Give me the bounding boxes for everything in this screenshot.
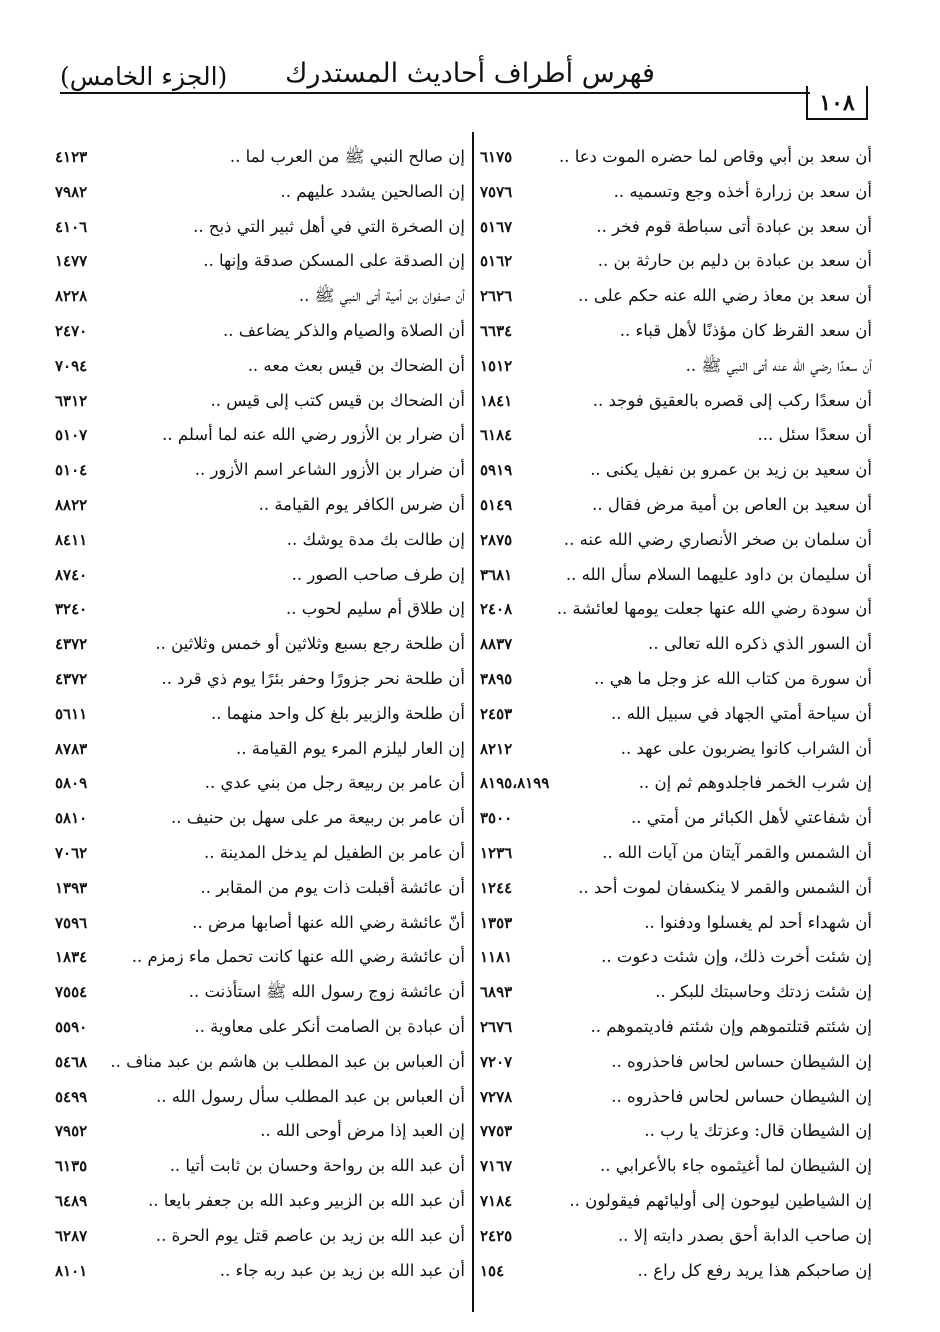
entry-text: أن ضرس الكافر يوم القيامة .. <box>258 494 465 514</box>
entry-text: أن طلحة والزبير بلغ كل واحد منهما .. <box>211 703 465 723</box>
entry-reference-number: ٧١٦٧ <box>480 1157 513 1176</box>
index-entry <box>55 801 465 836</box>
entry-text: إن الشيطان لما أغيثموه جاء بالأعرابي .. <box>599 1156 872 1176</box>
entry-text: إن الشيطان حساس لحاس فاحذروه .. <box>611 1086 872 1106</box>
index-entry <box>480 1254 872 1289</box>
index-entry <box>480 592 872 627</box>
entry-reference-number: ٢٦٧٦ <box>480 1017 513 1036</box>
index-entry <box>480 523 872 558</box>
index-entry <box>55 766 465 801</box>
index-entry <box>480 1045 872 1080</box>
entry-reference-number: ٥٤٩٩ <box>55 1087 88 1106</box>
entry-reference-number: ١٤٧٧ <box>55 252 88 271</box>
index-entry <box>55 732 465 767</box>
index-entry <box>480 314 872 349</box>
entry-reference-number: ١٨٤١ <box>480 391 513 410</box>
entry-reference-number: ٧٥٧٦ <box>480 182 513 201</box>
entry-reference-number: ٦١٧٥ <box>480 148 513 166</box>
index-entry <box>480 558 872 593</box>
entry-reference-number: ٥٤٦٨ <box>55 1052 88 1071</box>
entry-reference-number: ٦٦٣٤ <box>480 321 513 340</box>
entry-text: أن عامر بن ربيعة رجل من بني عدي .. <box>204 773 465 793</box>
entry-reference-number: ١٢٣٦ <box>480 843 513 862</box>
entry-text: أن عبد الله بن زيد بن عاصم قتل يوم الحرة .. <box>155 1225 465 1245</box>
index-entry <box>55 244 465 279</box>
index-entry <box>55 1184 465 1219</box>
index-entry <box>480 836 872 871</box>
entry-reference-number: ١٣٥٣ <box>480 913 513 932</box>
entry-text: أن ضرار بن الأزور الشاعر اسم الأزور .. <box>194 460 465 480</box>
entry-text: إن صاحبكم هذا يريد رفع كل راع .. <box>637 1260 872 1280</box>
entry-text: أن ضرار بن الأزور رضي الله عنه لما أسلم .. <box>162 425 465 445</box>
index-entry <box>55 384 465 419</box>
entry-reference-number: ٦١٣٥ <box>55 1157 88 1176</box>
entry-text: إن العار ليلزم المرء يوم القيامة .. <box>235 738 465 758</box>
index-entry <box>55 627 465 662</box>
index-entry <box>55 349 465 384</box>
entry-text: أن عامر بن الطفيل لم يدخل المدينة .. <box>203 842 465 862</box>
index-entry <box>55 175 465 210</box>
entry-reference-number: ٧٠٩٤ <box>55 356 88 375</box>
entry-reference-number: ٨٨٣٧ <box>480 635 513 654</box>
entry-reference-number: ٨٤١١ <box>55 530 88 549</box>
volume-label: (الجزء الخامس) <box>60 62 228 91</box>
entry-reference-number: ٣٦٨١ <box>480 565 513 584</box>
index-entry <box>55 140 465 175</box>
page-title: فهرس أطراف أحاديث المستدرك <box>285 58 655 89</box>
index-entry <box>480 418 872 453</box>
entry-reference-number: ٤١٠٦ <box>55 217 88 236</box>
entry-text: إن صالح النبي ﷺ من العرب لما .. <box>229 147 465 166</box>
entry-reference-number: ١٥٤ <box>480 1261 505 1280</box>
entry-reference-number: ٦١٨٤ <box>480 426 513 445</box>
entry-text: أن سعد بن زرارة أخذه وجع وتسميه .. <box>613 181 872 201</box>
index-entry <box>55 697 465 732</box>
index-entry <box>480 662 872 697</box>
entry-reference-number: ٢٤٢٥ <box>480 1226 513 1245</box>
entry-reference-number: ١٥١٢ <box>480 356 513 375</box>
entry-text: أن سليمان بن داود عليهما السلام سأل الله .. <box>565 564 872 584</box>
index-entry <box>55 1149 465 1184</box>
entry-text: إن العبد إذا مرض أوحى الله .. <box>260 1121 465 1141</box>
entry-text: إن الشيطان قال: وعزتك يا رب .. <box>644 1121 872 1141</box>
index-entry <box>480 1114 872 1149</box>
entry-text: أن عبد الله بن زيد بن عبد ربه جاء .. <box>219 1260 465 1280</box>
entry-text: إن صاحب الدابة أحق بصدر دابته إلا .. <box>617 1225 872 1245</box>
entry-text: إن طلاق أم سليم لحوب .. <box>286 599 465 619</box>
left-column <box>55 140 465 1288</box>
index-entry <box>480 801 872 836</box>
entry-text: أن طلحة نحر جزورًا وحفر بئرًا يوم ذي قرد .. <box>161 668 465 688</box>
entry-reference-number: ٥١٦٢ <box>480 252 513 271</box>
index-entry <box>55 279 465 314</box>
entry-reference-number: ١٨٣٤ <box>55 948 88 967</box>
entry-text: إن طرف صاحب الصور .. <box>291 564 465 584</box>
entry-text: إن شئت أخرت ذلك، وإن شئت دعوت .. <box>601 947 872 967</box>
entry-text: أن سعيد بن العاص بن أمية مرض فقال .. <box>592 494 872 514</box>
entry-reference-number: ٧٠٦٢ <box>55 843 88 862</box>
index-entry <box>480 975 872 1010</box>
index-entry <box>55 523 465 558</box>
index-entry <box>55 453 465 488</box>
index-entry <box>55 592 465 627</box>
entry-text: أن سعد بن معاذ رضي الله عنه حكم على .. <box>578 286 872 306</box>
entry-text: إن طالت بك مدة يوشك .. <box>286 529 465 549</box>
index-entry <box>55 558 465 593</box>
entry-text: إن الشيطان حساس لحاس فاحذروه .. <box>611 1051 872 1071</box>
entry-text: إن شئتم قتلتموهم وإن شئتم فاديتموهم .. <box>590 1016 872 1036</box>
entry-text: أن عائشة زوج رسول الله ﷺ استأذنت .. <box>188 982 465 1002</box>
index-entry <box>480 732 872 767</box>
entry-text: أن سياحة أمتي الجهاد في سبيل الله .. <box>610 703 872 723</box>
entry-reference-number: ١٢٤٤ <box>480 878 513 897</box>
entry-reference-number: ٦٣١٢ <box>55 391 88 410</box>
entry-text: أن سعيد بن زيد بن عمرو بن نفيل يكنى .. <box>590 460 872 480</box>
entry-text: أن سعد بن عبادة بن دليم بن حارثة بن .. <box>597 251 872 271</box>
index-entry <box>55 418 465 453</box>
entry-reference-number: ٨١٠١ <box>55 1261 88 1280</box>
entry-text: أن الضحاك بن قيس كتب إلى قيس .. <box>210 390 465 410</box>
entry-text: أن السور الذي ذكره الله تعالى .. <box>648 634 872 654</box>
entry-reference-number: ٢٨٧٥ <box>480 530 513 549</box>
index-entry <box>480 384 872 419</box>
index-entry <box>480 1219 872 1254</box>
index-entry <box>55 940 465 975</box>
entry-reference-number: ٤١٢٣ <box>55 148 88 166</box>
entry-text: أن سعدًا رضي الله عنه أتى النبي ﷺ .. <box>685 355 872 375</box>
entry-text: أن الشمس والقمر آيتان من آيات الله .. <box>602 842 872 862</box>
entry-reference-number: ٤٣٧٢ <box>55 669 88 688</box>
index-entry <box>55 1254 465 1289</box>
index-entry <box>55 906 465 941</box>
entry-text: إن الشياطين ليوحون إلى أوليائهم فيقولون .. <box>569 1190 872 1210</box>
entry-text: أن عائشة رضي الله عنها كانت تحمل ماء زمزم .. <box>131 947 465 967</box>
column-divider <box>472 132 474 1312</box>
entry-reference-number: ٧٧٥٣ <box>480 1122 513 1141</box>
index-entry <box>480 627 872 662</box>
entry-text: أن شهداء أحد لم يغسلوا ودفنوا .. <box>644 912 872 932</box>
entry-text: أن سعد بن عبادة أتى سباطة قوم فخر .. <box>596 216 872 236</box>
index-entry <box>55 871 465 906</box>
entry-text: أن شفاعتي لأهل الكبائر من أمتي .. <box>630 808 872 828</box>
entry-reference-number: ٥٥٩٠ <box>55 1017 88 1036</box>
index-entry <box>55 836 465 871</box>
index-entry <box>55 1045 465 1080</box>
entry-text: إن شئت زدتك وحاسبتك للبكر .. <box>655 982 872 1002</box>
index-entry <box>55 975 465 1010</box>
entry-reference-number: ٢٤٧٠ <box>55 321 88 340</box>
entry-reference-number: ٥٩١٩ <box>480 461 513 480</box>
entry-reference-number: ٥٨٠٩ <box>55 774 88 793</box>
entry-reference-number: ٥٨١٠ <box>55 809 88 828</box>
index-entry <box>55 210 465 245</box>
entry-reference-number: ٣٥٠٠ <box>480 809 513 828</box>
entry-text: أن الشمس والقمر لا ينكسفان لموت أحد .. <box>578 877 872 897</box>
entry-reference-number: ٢٦٢٦ <box>480 287 513 306</box>
index-entry <box>480 1184 872 1219</box>
index-entry <box>55 1114 465 1149</box>
entry-reference-number: ١١٨١ <box>480 948 513 967</box>
index-entry <box>480 453 872 488</box>
entry-text: أن عائشة أقبلت ذات يوم من المقابر .. <box>200 877 465 897</box>
index-entry <box>480 940 872 975</box>
entry-reference-number: ٧٥٩٦ <box>55 913 88 932</box>
index-entry <box>55 1010 465 1045</box>
entry-text: أن الضحاك بن قيس بعث معه .. <box>247 355 465 375</box>
entry-text: أن العباس بن عبد المطلب سأل رسول الله .. <box>156 1086 465 1106</box>
entry-reference-number: ٢٤٠٨ <box>480 600 513 619</box>
entry-reference-number: ٧٢٧٨ <box>480 1087 513 1106</box>
entry-reference-number: ٥١٠٤ <box>55 461 88 480</box>
entry-reference-number: ٥٦١١ <box>55 704 88 723</box>
entry-text: أن سودة رضي الله عنها جعلت يومها لعائشة .. <box>556 599 872 619</box>
index-entry <box>55 1080 465 1115</box>
entry-reference-number: ٦٢٨٧ <box>55 1226 88 1245</box>
index-entry <box>480 766 872 801</box>
entry-reference-number: ٨٨٢٢ <box>55 495 88 514</box>
entry-reference-number: ٣٨٩٥ <box>480 669 513 688</box>
entry-text: أن صفوان بن أمية أتى النبي ﷺ .. <box>298 286 465 306</box>
entry-text: أن سورة من كتاب الله عز وجل ما هي .. <box>593 668 872 688</box>
index-entry <box>480 140 872 175</box>
entry-reference-number: ٦٤٨٩ <box>55 1191 88 1210</box>
index-entry <box>480 906 872 941</box>
entry-text: أن عامر بن ربيعة مر على سهل بن حنيف .. <box>170 808 465 828</box>
index-entry <box>480 871 872 906</box>
entry-text: أنّ عائشة رضي الله عنها أصابها مرض .. <box>192 912 465 932</box>
entry-text: أن سعدًا ركب إلى قصره بالعقيق فوجد .. <box>592 390 872 410</box>
index-entry <box>55 314 465 349</box>
entry-text: أن سعد القرظ كان مؤذنًا لأهل قباء .. <box>619 320 872 340</box>
entry-reference-number: ٧٥٥٤ <box>55 983 88 1002</box>
index-entry <box>480 488 872 523</box>
entry-text: أن العباس بن عبد المطلب بن هاشم بن عبد مناف .. <box>110 1051 465 1071</box>
entry-text: أن سلمان بن صخر الأنصاري رضي الله عنه .. <box>563 529 872 549</box>
entry-reference-number: ٣٢٤٠ <box>55 600 88 619</box>
index-entry <box>480 1080 872 1115</box>
entry-text: إن الصخرة التي في أهل ثبير التي ذبح .. <box>193 216 465 236</box>
entry-text: أن سعد بن أبي وقاص لما حضره الموت دعا .. <box>558 147 872 166</box>
page-number: ١٠٨ <box>806 86 868 120</box>
index-entry <box>55 488 465 523</box>
entry-reference-number: ٨٢١٢ <box>480 739 513 758</box>
entry-text: أن طلحة رجع بسبع وثلاثين أو خمس وثلاثين .. <box>155 634 465 654</box>
entry-reference-number: ٨٢٢٨ <box>55 287 88 306</box>
entry-reference-number: ٧٩٥٢ <box>55 1122 88 1141</box>
entry-text: أن سعدًا سئل ... <box>757 425 872 445</box>
index-entry <box>55 662 465 697</box>
entry-text: إن الصدقة على المسكن صدقة وإنها .. <box>203 251 465 271</box>
entry-reference-number: ٧٩٨٢ <box>55 182 88 201</box>
entry-text: أن عبد الله بن الزبير وعبد الله بن جعفر بايعا .. <box>148 1190 465 1210</box>
right-column <box>480 140 872 1288</box>
index-entry <box>480 210 872 245</box>
entry-reference-number: ٢٤٥٣ <box>480 704 513 723</box>
entry-text: إن الصالحين يشدد عليهم .. <box>280 181 465 201</box>
entry-reference-number: ١٣٩٣ <box>55 878 88 897</box>
entry-text: أن عبادة بن الصامت أنكر على معاوية .. <box>194 1016 465 1036</box>
entry-text: أن عبد الله بن رواحة وحسان بن ثابت أتيا .. <box>169 1156 465 1176</box>
entry-reference-number: ٧١٨٤ <box>480 1191 513 1210</box>
index-entry <box>480 175 872 210</box>
index-entry <box>480 697 872 732</box>
entry-reference-number: ٤٣٧٢ <box>55 635 88 654</box>
header-rule <box>60 92 810 94</box>
entry-text: إن شرب الخمر فاجلدوهم ثم إن .. <box>638 773 872 793</box>
entry-text: أن الصلاة والصيام والذكر يضاعف .. <box>223 320 465 340</box>
entry-reference-number: ٥١٠٧ <box>55 426 88 445</box>
entry-reference-number: ٥١٤٩ <box>480 495 513 514</box>
entry-reference-number: ٨٧٨٣ <box>55 739 88 758</box>
index-entry <box>480 1149 872 1184</box>
index-entry <box>480 244 872 279</box>
index-entry <box>480 279 872 314</box>
entry-reference-number: ٧٢٠٧ <box>480 1052 513 1071</box>
index-entry <box>480 349 872 384</box>
entry-reference-number: ٦٨٩٣ <box>480 983 513 1002</box>
entry-reference-number: ٥١٦٧ <box>480 217 513 236</box>
index-entry <box>480 1010 872 1045</box>
entry-text: أن الشراب كانوا يضربون على عهد .. <box>620 738 872 758</box>
entry-reference-number: ٨١٩٥،٨١٩٩ <box>480 774 550 793</box>
index-entry <box>55 1219 465 1254</box>
entry-reference-number: ٨٧٤٠ <box>55 565 88 584</box>
